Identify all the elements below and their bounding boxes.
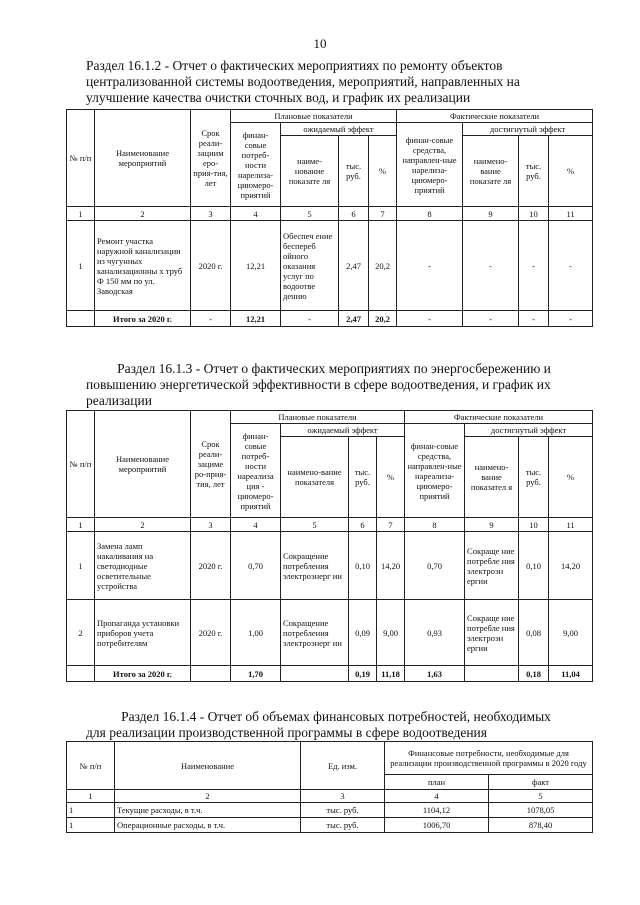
row-term: 2020 г. bbox=[191, 600, 231, 666]
row-exp-name: Сокращение потребления электроэнерг ии bbox=[281, 600, 349, 666]
header-plan-fin: финан-совые потреб-ности нареализа ция - циюмеро-приятий bbox=[231, 424, 281, 518]
row-exp-pct: 20,2 bbox=[369, 221, 397, 311]
header-planned: Плановые показатели bbox=[231, 110, 397, 123]
row-ach-thous: 0,08 bbox=[519, 600, 549, 666]
row-act-fin: - bbox=[397, 221, 463, 311]
col-number: 11 bbox=[549, 207, 593, 221]
section-title-16-1-4 bbox=[86, 709, 586, 741]
table-row bbox=[67, 532, 593, 600]
total-row bbox=[67, 311, 593, 327]
row-num: 1 bbox=[67, 803, 115, 818]
total-act-fin: - bbox=[397, 311, 463, 327]
row-act-fin: 0,70 bbox=[405, 532, 465, 600]
header-exp-thous: тыс. руб. bbox=[339, 136, 369, 207]
col-number: 3 bbox=[191, 518, 231, 532]
title-line: улучшение качества очистки сточных вод, и график их реализации bbox=[86, 90, 471, 105]
col-number: 2 bbox=[95, 207, 191, 221]
header-actual: Фактические показатели bbox=[397, 110, 593, 123]
row-name: Текущие расходы, в т.ч. bbox=[115, 803, 301, 818]
title-line: централизованной системы водоотведения, мероприятий, направленных на bbox=[86, 74, 520, 89]
row-plan-fin: 1,00 bbox=[231, 600, 281, 666]
col-number: 6 bbox=[349, 518, 377, 532]
row-fact: 878,40 bbox=[489, 818, 593, 833]
table-row bbox=[67, 221, 593, 311]
col-number: 8 bbox=[405, 518, 465, 532]
header-exp-pct: % bbox=[377, 437, 405, 518]
header-expected: ожидаемый эффект bbox=[281, 123, 397, 136]
total-ach-thous: 0,18 bbox=[519, 666, 549, 682]
col-number: 2 bbox=[95, 518, 191, 532]
total-act-fin: 1,63 bbox=[405, 666, 465, 682]
header-exp-pct: % bbox=[369, 136, 397, 207]
col-number: 11 bbox=[549, 518, 593, 532]
header-num: № п/п bbox=[67, 411, 95, 518]
header-term: Срок реали-зациме ро-прия-тия, лет bbox=[191, 411, 231, 518]
col-number: 1 bbox=[67, 790, 115, 803]
row-fact: 1078,05 bbox=[489, 803, 593, 818]
table-row bbox=[67, 803, 593, 818]
header-name: Наименование мероприятий bbox=[95, 110, 191, 207]
title-line: для реализации производственной программы в сфере водоотведения bbox=[86, 725, 487, 740]
row-name: Операционные расходы, в т.ч. bbox=[115, 818, 301, 833]
col-number: 5 bbox=[281, 207, 339, 221]
header-ach-thous: тыс. руб. bbox=[519, 136, 549, 207]
header-name: Наименование bbox=[115, 742, 301, 790]
row-exp-name: Сокращение потребления электроэнерг ии bbox=[281, 532, 349, 600]
total-ach-name: - bbox=[463, 311, 519, 327]
col-number: 7 bbox=[369, 207, 397, 221]
header-act-fin: финан-совые средства, направлен-ные нареализа-циюмеро-приятий bbox=[405, 424, 465, 518]
table-16-1-3 bbox=[66, 410, 593, 682]
header-actual: Фактические показатели bbox=[405, 411, 593, 424]
header-ach-pct: % bbox=[549, 136, 593, 207]
header-planned: Плановые показатели bbox=[231, 411, 405, 424]
row-name: Ремонт участка наружной канализации из чугунных канализационны х труб Ф 150 мм по ул. Заводская bbox=[95, 221, 191, 311]
section-title-16-1-2 bbox=[86, 58, 588, 106]
row-ach-name: - bbox=[463, 221, 519, 311]
row-ach-pct: 9,00 bbox=[549, 600, 593, 666]
total-exp-name: - bbox=[281, 311, 339, 327]
total-exp-pct: 20,2 bbox=[369, 311, 397, 327]
header-ach-name: наимено-вание показател я bbox=[465, 437, 519, 518]
col-number: 4 bbox=[231, 207, 281, 221]
row-exp-thous: 0,10 bbox=[349, 532, 377, 600]
title-line: повышению энергетической эффективности в сфере водоотведения, и график их bbox=[86, 377, 551, 392]
header-achieved: достигнутый эффект bbox=[465, 424, 593, 437]
header-fin: Финансовые потребности, необходимые для реализации производственной программы в 2020 году bbox=[385, 742, 593, 775]
table-row bbox=[67, 600, 593, 666]
row-num: 1 bbox=[67, 818, 115, 833]
row-plan: 1104,12 bbox=[385, 803, 489, 818]
total-exp-thous: 2,47 bbox=[339, 311, 369, 327]
col-number: 9 bbox=[465, 518, 519, 532]
table-row bbox=[67, 818, 593, 833]
table-16-1-4 bbox=[66, 741, 593, 833]
row-ach-thous: - bbox=[519, 221, 549, 311]
row-ach-pct: - bbox=[549, 221, 593, 311]
col-number: 1 bbox=[67, 518, 95, 532]
total-label: Итого за 2020 г. bbox=[95, 311, 191, 327]
total-term: - bbox=[191, 311, 231, 327]
row-exp-name: Обеспеч ение беспереб ойного оказания услуг по водоотве дению bbox=[281, 221, 339, 311]
row-ach-name: Сокраще ние потребле ния электроэн ергии bbox=[465, 600, 519, 666]
row-unit: тыс. руб. bbox=[301, 803, 385, 818]
row-plan: 1006,70 bbox=[385, 818, 489, 833]
header-unit: Ед. изм. bbox=[301, 742, 385, 790]
col-number: 5 bbox=[489, 790, 593, 803]
total-exp-pct: 11,18 bbox=[377, 666, 405, 682]
total-ach-pct: - bbox=[549, 311, 593, 327]
header-plan-fin: финан-совые потреб-ности нарелиза-циюмеро-приятий bbox=[231, 123, 281, 207]
total-ach-thous: - bbox=[519, 311, 549, 327]
title-line: реализации bbox=[86, 393, 152, 408]
total-label: Итого за 2020 г. bbox=[95, 666, 191, 682]
header-exp-thous: тыс. руб. bbox=[349, 437, 377, 518]
row-num: 1 bbox=[67, 532, 95, 600]
row-name: Замена ламп накаливания на светодиодные осветительные устройства bbox=[95, 532, 191, 600]
total-ach-pct: 11,04 bbox=[549, 666, 593, 682]
header-ach-thous: тыс. руб. bbox=[519, 437, 549, 518]
row-ach-name: Сокраще ние потребле ния электроэн ергии bbox=[465, 532, 519, 600]
total-plan-fin: 12,21 bbox=[231, 311, 281, 327]
col-number: 1 bbox=[67, 207, 95, 221]
col-number: 8 bbox=[397, 207, 463, 221]
header-plan: план bbox=[385, 775, 489, 790]
header-ach-pct: % bbox=[549, 437, 593, 518]
table-16-1-2 bbox=[66, 109, 593, 327]
row-num: 2 bbox=[67, 600, 95, 666]
header-act-fin: финан-совые средства, направлен-ные нарелиза-циюмеро-приятий bbox=[397, 123, 463, 207]
col-number: 3 bbox=[301, 790, 385, 803]
col-number: 5 bbox=[281, 518, 349, 532]
header-achieved: достигнутый эффект bbox=[463, 123, 593, 136]
row-act-fin: 0,93 bbox=[405, 600, 465, 666]
total-plan-fin: 1,70 bbox=[231, 666, 281, 682]
page-number: 10 bbox=[313, 36, 327, 51]
total-exp-thous: 0,19 bbox=[349, 666, 377, 682]
title-line: Раздел 16.1.3 - Отчет о фактических мероприятиях по энергосбережению и bbox=[117, 361, 551, 376]
header-expected: ожидаемый эффект bbox=[281, 424, 405, 437]
header-exp-name: наимено-вание показателя bbox=[281, 437, 349, 518]
row-num: 1 bbox=[67, 221, 95, 311]
row-exp-thous: 2,47 bbox=[339, 221, 369, 311]
row-name: Пропаганда установки приборов учета потребителям bbox=[95, 600, 191, 666]
row-ach-pct: 14,20 bbox=[549, 532, 593, 600]
col-number: 4 bbox=[385, 790, 489, 803]
row-term: 2020 г. bbox=[191, 221, 231, 311]
col-number: 10 bbox=[519, 518, 549, 532]
header-ach-name: наимено-вание показате ля bbox=[463, 136, 519, 207]
col-number: 10 bbox=[519, 207, 549, 221]
row-unit: тыс. руб. bbox=[301, 818, 385, 833]
row-plan-fin: 12,21 bbox=[231, 221, 281, 311]
header-term: Срок реали-зациим еро-прия-тия, лет bbox=[191, 110, 231, 207]
title-line: Раздел 16.1.2 - Отчет о фактических мероприятиях по ремонту объектов bbox=[86, 58, 503, 73]
col-number: 4 bbox=[231, 518, 281, 532]
total-row bbox=[67, 666, 593, 682]
title-line: Раздел 16.1.4 - Отчет об объемах финансовых потребностей, необходимых bbox=[121, 709, 551, 724]
col-number: 3 bbox=[191, 207, 231, 221]
col-number: 9 bbox=[463, 207, 519, 221]
header-exp-name: наиме-нование показате ля bbox=[281, 136, 339, 207]
header-num: № п/п bbox=[67, 110, 95, 207]
row-ach-thous: 0,10 bbox=[519, 532, 549, 600]
col-number: 2 bbox=[115, 790, 301, 803]
section-title-16-1-3 bbox=[86, 361, 582, 409]
header-num: № п/п bbox=[67, 742, 115, 790]
row-term: 2020 г. bbox=[191, 532, 231, 600]
header-name: Наименование мероприятий bbox=[95, 411, 191, 518]
col-number: 6 bbox=[339, 207, 369, 221]
row-exp-pct: 9,00 bbox=[377, 600, 405, 666]
header-fact: факт bbox=[489, 775, 593, 790]
row-exp-pct: 14,20 bbox=[377, 532, 405, 600]
row-plan-fin: 0,70 bbox=[231, 532, 281, 600]
col-number: 7 bbox=[377, 518, 405, 532]
row-exp-thous: 0,09 bbox=[349, 600, 377, 666]
